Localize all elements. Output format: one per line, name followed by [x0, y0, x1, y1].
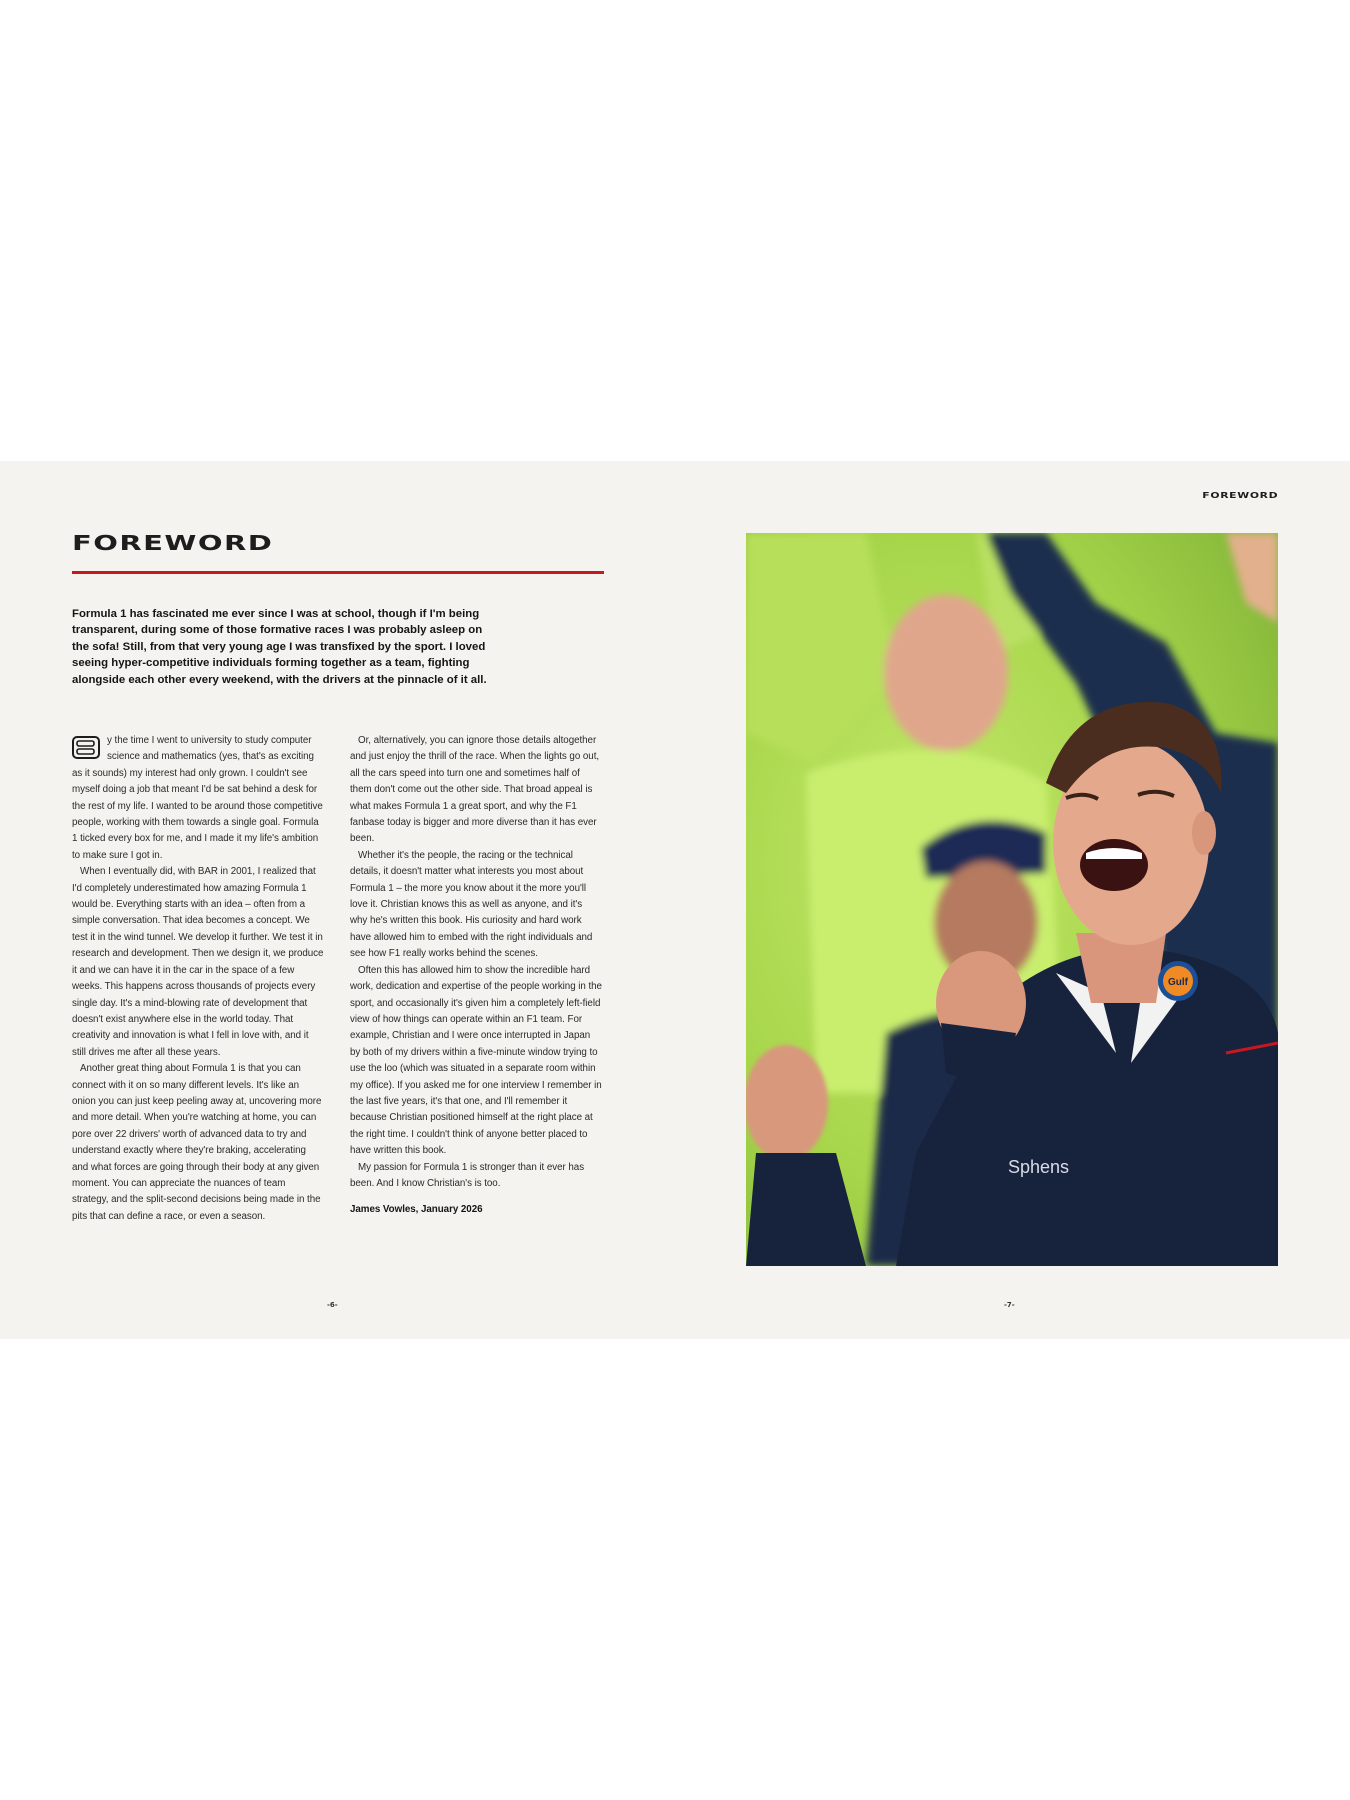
svg-text:Gulf: Gulf	[1168, 977, 1188, 988]
paragraph: My passion for Formula 1 is stronger than it ever has been. And I know Christian's is too.	[350, 1161, 585, 1189]
drop-cap-glyph	[72, 736, 102, 759]
standfirst: Formula 1 has fascinated me ever since I was at school, though if I'm being transparent, during some of those formative races I was probably asleep on the sofa! Still, from that very young age I was transfixed by the sport. I loved seeing hyper-competitive individuals forming together as a team, fighting alongside each other every weekend, with the drivers at the pinnacle of it all.	[72, 608, 487, 686]
paragraph: Often this has allowed him to show the incredible hard work, dedication and expertise of the people working in the sport, and occasionally it's given him a completely left-field view of how things can operate within an F1 team. For example, Christian and I were once interrupted in Japan by both of my drivers within a five-minute window trying to use the loo (which was situated in a separate room within my office). If you asked me for one interview I remember in the last five years, it's that one, and I'll remember it because Christian positioned himself at the right place at the right time. I couldn't think of anyone better placed to have written this book.	[350, 964, 602, 1157]
text-column-left	[72, 733, 324, 1225]
text-column-right	[350, 733, 602, 1219]
paragraph-text: y the time I went to university to study computer science and mathematics (yes, that's as exciting as it sounds) my interest had only grown. I couldn't see myself doing a job that meant I'd be sat behind a desk for the rest of my life. I wanted to be around those competitive people, working with them towards a single goal. Formula 1 ticked every box for me, and I made it my life's ambition to make sure I got in.	[72, 735, 323, 861]
celebration-photo-illustration	[746, 533, 1278, 1266]
paragraph: Whether it's the people, the racing or the technical details, it doesn't matter what interests you most about Formula 1 – the more you know about it the more you'll love it. Christian knows this as well as anyone, and it's why he's written this book. His curiosity and hard work have allowed him to embed with the right individuals and see how F1 really works behind the scenes.	[350, 849, 593, 960]
paragraph: When I eventually did, with BAR in 2001, I realized that I'd completely underestimated how amazing Formula 1 would be. Everything starts with an idea – often from a simple conversation. That idea becomes a concept. We test it in the wind tunnel. We develop it further. We test it in research and development. Then we design it, we produce it and we can have it in the car in the space of a few weeks. This happens across thousands of projects every single day. It's a mind-blowing rate of development that doesn't exist anywhere else in the world today. That creativity and innovation is what I fell in love with, and it still drives me after all these years.	[72, 866, 324, 1058]
author-signature: James Vowles, January 2026	[350, 1204, 483, 1216]
page-title: FOREWORD	[72, 531, 274, 555]
celebration-photo	[746, 533, 1278, 1266]
paragraph: Or, alternatively, you can ignore those details altogether and just enjoy the thrill of the race. When the lights go out, all the cars speed into turn one and sometimes half of them don't come out the other side. That broad appeal is what makes Formula 1 a great sport, and why the F1 fanbase today is bigger and more diverse than it has ever been.	[350, 735, 600, 845]
page-number-right: -7-	[1004, 1301, 1015, 1309]
page-number-left: -6-	[327, 1301, 338, 1309]
running-head: FOREWORD	[1201, 491, 1278, 500]
title-rule	[72, 571, 604, 574]
paragraph	[72, 733, 324, 864]
drop-cap	[72, 736, 102, 759]
paragraph: Another great thing about Formula 1 is that you can connect with it on so many different levels. It's like an onion you can just keep peeling away at, uncovering more and more detail. When you're watching at home, you can pore over 22 drivers' worth of advanced data to try and understand exactly where they're braking, accelerating and what forces are going through their body at any given moment. You can appreciate the nuances of team strategy, and the split-second decisions being made in the pits that can define a race, or even a season.	[72, 1063, 322, 1222]
book-spread	[0, 461, 1350, 1339]
svg-text:Sphens: Sphens	[1008, 1157, 1070, 1177]
svg-text:B: B	[72, 736, 73, 737]
